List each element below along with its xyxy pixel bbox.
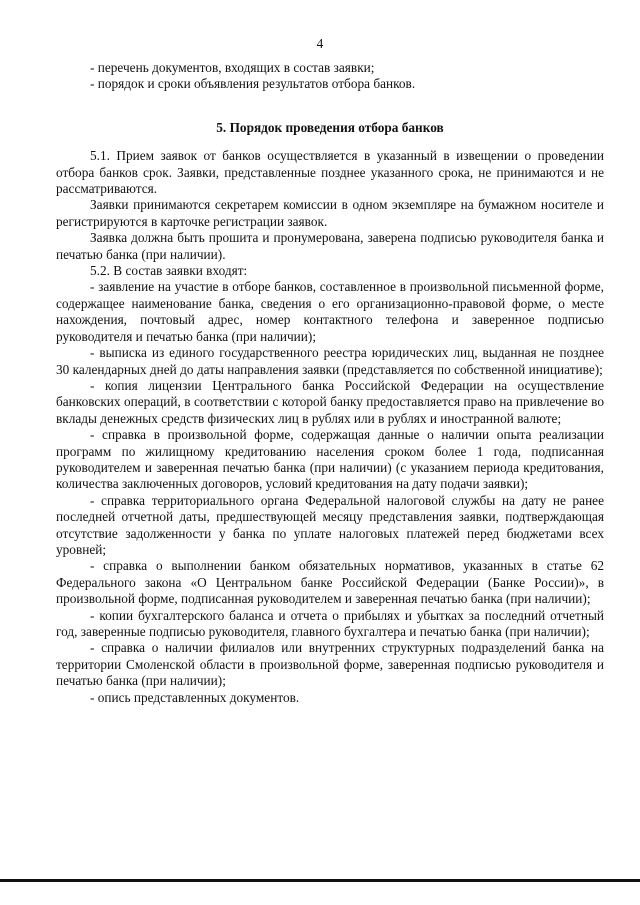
intro-line: - перечень документов, входящих в состав заявки; [90, 60, 375, 75]
page-number: 4 [316, 36, 324, 51]
list-item: - опись представленных документов. [90, 689, 300, 705]
list-item: - справка территориального органа Федеральной налоговой службы на дату не ранее последней отчетной даты, предшествующей месяцу представления заявки, подтверждающая отсутствие задолженности у банка по уплате налоговых платежей перед бюджетами всех уровней; [56, 492, 604, 557]
paragraph: 5.1. Прием заявок от банков осуществляется в указанный в извещении о проведении отбора банков срок. Заявки, представленные позднее указанного срока, не принимаются и не рассматриваются. [56, 148, 604, 197]
list-item: - справка о выполнении банком обязательных нормативов, указанных в статье 62 Федерального закона «О Центральном банке Российской Федерации (Банке России)», в произвольной форме, подписанная руководителем и заверенная печатью банка (при наличии); [56, 558, 604, 607]
paragraph: Заявки принимаются секретарем комиссии в одном экземпляре на бумажном носителе и регистрируются в карточке регистрации заявок. [56, 197, 604, 229]
list-item: - справка в произвольной форме, содержащая данные о наличии опыта реализации программ по жилищному кредитованию населения сроком более 1 года, подписанная руководителем и заверенная печатью банка (при наличии) (с указанием периода кредитования, количества заключенных договоров, условий кредитования на дату подачи заявки); [56, 427, 604, 492]
intro-line: - порядок и сроки объявления результатов отбора банков. [90, 76, 416, 92]
list-item: - заявление на участие в отборе банков, составленное в произвольной письменной форме, содержащее наименование банка, сведения о его организационно-правовой форме, о месте нахождения, почтовый адрес, номер контактного телефона и заверенное подписью руководителя и печатью банка (при наличии); [56, 279, 604, 344]
section-heading: 5. Порядок проведения отбора банков [216, 119, 444, 135]
bottom-rule [0, 879, 640, 882]
list-item: - справка о наличии филиалов или внутренних структурных подразделений банка на территории Смоленской области в произвольной форме, заверенная подписью руководителя и печатью банка (при наличии); [56, 640, 604, 689]
document-body [56, 60, 604, 706]
list-item: - выписка из единого государственного реестра юридических лиц, выданная не позднее 30 календарных дней до даты направления заявки (представляется по собственной инициативе); [56, 345, 604, 377]
paragraph: Заявка должна быть прошита и пронумерована, заверена подписью руководителя банка и печатью банка (при наличии). [56, 230, 604, 262]
paragraph: 5.2. В состав заявки входят: [90, 263, 248, 279]
list-item: - копии бухгалтерского баланса и отчета о прибылях и убытках за последний отчетный год, заверенные подписью руководителя, главного бухгалтера и печатью банка (при наличии); [56, 607, 604, 639]
list-item: - копия лицензии Центрального банка Российской Федерации на осуществление банковских операций, в соответствии с которой банку предоставляется право на привлечение во вклады денежных средств физических лиц в рублях или в рублях и иностранной валюте; [56, 377, 604, 426]
